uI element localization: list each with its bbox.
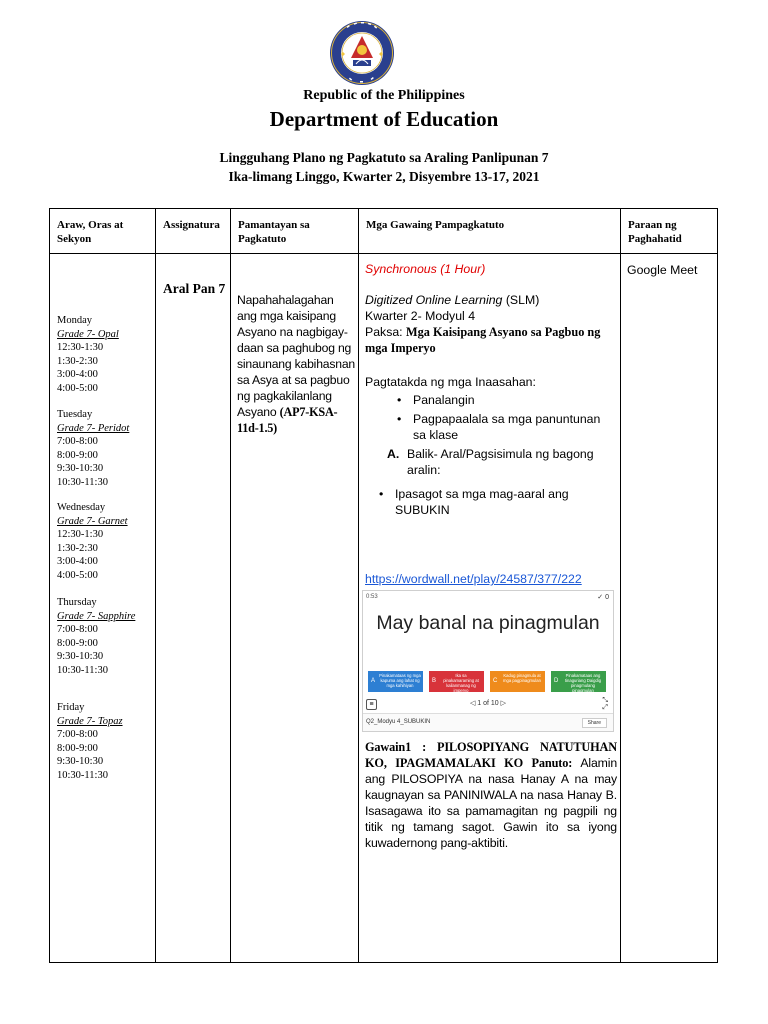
time-slot: 7:00-8:00 — [57, 436, 98, 447]
competency-text: Napahahalagahan ang mga kaisipang Asyano na nagbigay-daan sa paghubog ng sinaunang kabihasnan sa Asya at sa pagbuo ng pagkakilanlang Asyano — [237, 293, 355, 419]
quiz-option-d — [551, 671, 606, 692]
activity-instructions — [365, 739, 617, 851]
time-slot: 9:30-10:30 — [57, 651, 104, 662]
step-a-text: Balik- Aral/Pagsisimula ng bagong aralin: — [407, 447, 594, 477]
day-label: Wednesday — [57, 502, 106, 513]
page-indicator: 1 of 10 — [477, 700, 499, 707]
option-letter: D — [554, 678, 559, 684]
activity-name: Q2_Modyu 4_SUBUKIN — [366, 719, 431, 725]
deped-seal-logo — [329, 20, 395, 86]
option-text: Pinakamataas ang tinaguriang Daigdig pinagmulang pinagmulan — [564, 673, 602, 692]
quiz-footer — [363, 713, 613, 732]
day-label: Friday — [57, 702, 85, 713]
wordwall-link[interactable]: https://wordwall.net/play/24587/377/222 — [365, 572, 582, 586]
activity-title: Gawain1 : PILOSOPIYANG NATUTUHAN KO, IPAGMAMALAKI KO Panuto: — [365, 740, 617, 770]
option-text: Kadug pinagmula at mga pagpinagmulan — [503, 673, 541, 683]
schedule-monday — [57, 314, 157, 395]
lesson-plan-table — [49, 208, 718, 963]
chevron-right-icon: ▷ — [498, 700, 507, 707]
time-slot: 10:30-11:30 — [57, 664, 108, 676]
header-schedule: Araw, Oras at Sekyon — [50, 209, 156, 254]
chevron-left-icon: ◁ — [469, 700, 478, 707]
list-item: • Ipasagot sa mga mag-aaral ang SUBUKIN — [395, 486, 615, 518]
quiz-timer: 0:53 — [366, 594, 378, 600]
step-a — [387, 446, 627, 478]
option-text: Pinakamataas ng mga kapuma ang lahat ng mga kahihiyan — [379, 673, 421, 688]
time-slot: 9:30-10:30 — [57, 463, 104, 474]
option-letter: C — [493, 678, 498, 684]
time-slot: 10:30-11:30 — [57, 476, 108, 488]
time-slot: 1:30-2:30 — [57, 355, 98, 367]
competency-code: (AP7-KSA-11d-1.5) — [237, 405, 338, 435]
day-label: Thursday — [57, 597, 97, 608]
menu-icon: ≡ — [366, 699, 377, 710]
topic-line — [365, 324, 617, 356]
grade-section: Grade 7- Topaz — [57, 715, 123, 727]
list-item: • Pagpapaalala sa mga panuntunan sa klase — [413, 411, 613, 443]
option-letter: B — [432, 678, 437, 684]
subject-label: Aral Pan 7 — [163, 281, 226, 296]
schedule-thursday — [57, 596, 157, 677]
time-slot: 10:30-11:30 — [57, 769, 108, 781]
option-letter: A — [371, 678, 376, 684]
wordwall-screenshot — [362, 590, 614, 732]
quiz-option-b — [429, 671, 484, 692]
quiz-option-c — [490, 671, 545, 692]
time-slot: 8:00-9:00 — [57, 637, 98, 649]
expectations-heading: Pagtatakda ng mga Inaasahan: — [365, 375, 536, 389]
header-subject: Assignatura — [156, 209, 231, 254]
schedule-wednesday — [57, 501, 157, 582]
time-slot: 9:30-10:30 — [57, 756, 104, 767]
time-slot: 8:00-9:00 — [57, 449, 98, 461]
option-text: Ika sa pinakamaraming at kailanmanag ng imperyo — [443, 673, 479, 692]
plan-subtitle: Ika-limang Linggo, Kwarter 2, Disyembre 13-17, 2021 — [228, 169, 540, 184]
time-slot: 7:00-8:00 — [57, 729, 98, 740]
time-slot: 7:00-8:00 — [57, 624, 98, 635]
topic-title: Mga Kaisipang Asyano sa Pagbuo ng mga Imperyo — [365, 325, 601, 355]
quiz-pager — [363, 699, 613, 707]
grade-section: Grade 7- Peridot — [57, 422, 130, 434]
grade-section: Grade 7- Opal — [57, 328, 119, 340]
grade-section: Grade 7- Garnet — [57, 515, 128, 527]
list-item: • Panalangin — [413, 392, 613, 408]
learning-competency — [237, 292, 355, 436]
day-label: Tuesday — [57, 409, 93, 420]
grade-section: Grade 7- Sapphire — [57, 610, 136, 622]
time-slot: 3:00-4:00 — [57, 369, 98, 380]
topic-label: Paksa: — [365, 325, 403, 339]
header-delivery: Paraan ng Paghahatid — [621, 209, 718, 254]
step-a-label: A. — [387, 447, 400, 461]
delivery-mode: Google Meet — [627, 263, 698, 277]
header-activities: Mga Gawaing Pampagkatuto — [359, 209, 621, 254]
department-heading: Department of Education — [269, 107, 499, 131]
time-slot: 1:30-2:30 — [57, 542, 98, 554]
time-slot: 4:00-5:00 — [57, 382, 98, 394]
time-slot: 12:30-1:30 — [57, 529, 104, 540]
online-learning-suffix: (SLM) — [505, 293, 540, 307]
share-button: Share — [582, 718, 607, 728]
schedule-friday — [57, 701, 157, 782]
plan-title: Lingguhang Plano ng Pagkatuto sa Araling Panlipunan 7 — [219, 150, 549, 165]
table-row — [50, 254, 718, 963]
republic-heading: Republic of the Philippines — [303, 88, 465, 103]
day-label: Monday — [57, 315, 92, 326]
subject-cell — [156, 254, 231, 963]
time-slot: 8:00-9:00 — [57, 742, 98, 754]
header-competency: Pamantayan sa Pagkatuto — [231, 209, 359, 254]
delivery-cell — [621, 254, 718, 963]
activity-text: Alamin ang PILOSOPIYA na nasa Hanay A na may kaugnayan sa PANINIWALA na nasa Hanay B. Isasagawa ito sa pamamagitan ng pagpili ng titik ng tamang sagot. Gawin ito sa iyong kuwadernong pang-aktibiti. — [365, 756, 618, 850]
schedule-tuesday — [57, 408, 157, 489]
competency-cell — [231, 254, 359, 963]
time-slot: 4:00-5:00 — [57, 569, 98, 581]
module-label: Kwarter 2- Modyul 4 — [365, 309, 476, 323]
time-slot: 3:00-4:00 — [57, 556, 98, 567]
online-learning-line — [365, 292, 539, 308]
quiz-question: May banal na pinagmulan — [376, 612, 600, 634]
quiz-score: ✓ 0 — [597, 594, 609, 601]
table-header-row — [50, 209, 718, 254]
time-slot: 12:30-1:30 — [57, 342, 104, 353]
schedule-cell — [50, 254, 156, 963]
synchronous-label: Synchronous (1 Hour) — [365, 262, 486, 276]
fullscreen-icon: ⤡ ⤢ — [602, 697, 608, 711]
activities-cell — [359, 254, 621, 963]
quiz-option-a — [368, 671, 423, 692]
online-learning-label: Digitized Online Learning — [365, 293, 503, 307]
